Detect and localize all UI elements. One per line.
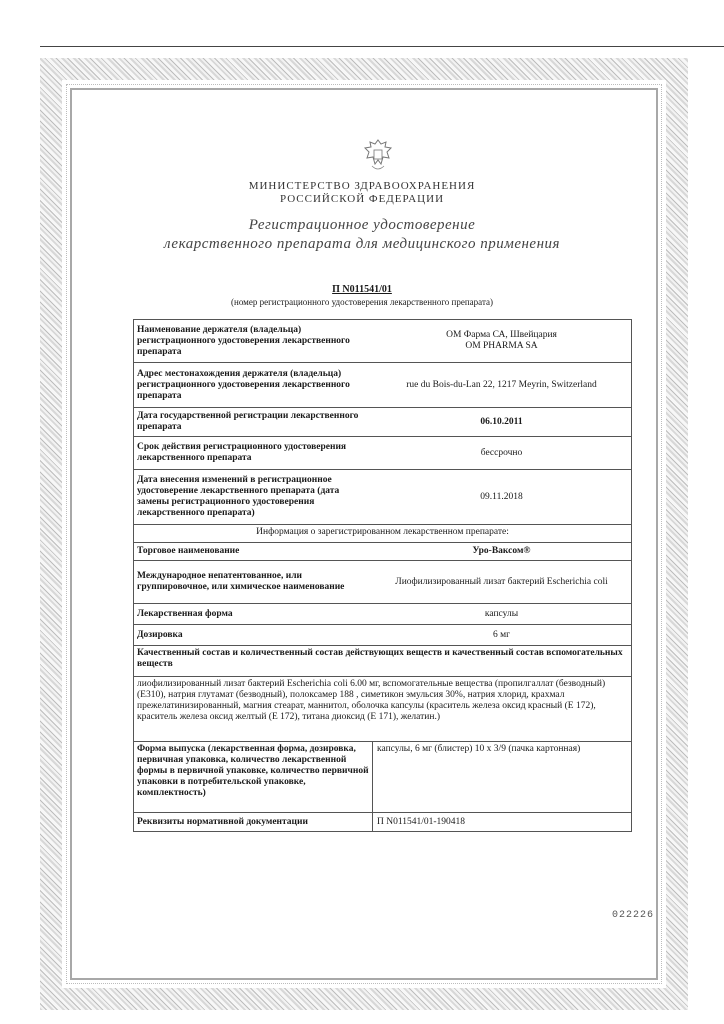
- document-title: [0, 216, 724, 254]
- ministry-name: [0, 180, 724, 206]
- holder-address-value: rue du Bois-du-Lan 22, 1217 Meyrin, Switzerland: [406, 379, 597, 390]
- holder-name-label: Наименование держателя (владельца) регистрационного удостоверения лекарственного препарата: [137, 324, 350, 357]
- table-row: [134, 604, 631, 625]
- ministry-line2: РОССИЙСКОЙ ФЕДЕРАЦИИ: [279, 193, 445, 205]
- normative-docs-label: Реквизиты нормативной документации: [137, 816, 308, 827]
- registration-date-label: Дата государственной регистрации лекарственного препарата: [137, 411, 359, 432]
- release-form-label: Форма выпуска (лекарственная форма, дозировка, первичная упаковка, количество лекарственной формы в первичной упаковке, количество первичной упаковки в потребительской упаковке, комплектность): [137, 744, 369, 798]
- normative-docs-value: П N011541/01-190418: [372, 813, 631, 831]
- change-date-label: Дата внесения изменений в регистрационное удостоверение лекарственного препарата (дата замены регистрационного удостоверения лекарственного препарата): [137, 475, 340, 518]
- release-form-value: капсулы, 6 мг (блистер) 10 x 3/9 (пачка картонная): [372, 742, 631, 812]
- trade-name-value: Уро-Ваксом®: [472, 546, 531, 556]
- table-row: [134, 677, 631, 742]
- top-rule: [40, 46, 724, 47]
- table-row: [134, 363, 631, 408]
- validity-value: бессрочно: [480, 447, 523, 458]
- title-line2: лекарственного препарата для медицинского применения: [164, 236, 560, 252]
- table-row: [134, 543, 631, 561]
- dosage-form-value: капсулы: [484, 608, 519, 619]
- table-row: [134, 813, 631, 832]
- info-header: Информация о зарегистрированном лекарственном препарате:: [256, 527, 509, 537]
- dosage-form-label: Лекарственная форма: [137, 608, 233, 619]
- table-row: [134, 437, 631, 470]
- ministry-line1: МИНИСТЕРСТВО ЗДРАВООХРАНЕНИЯ: [248, 180, 476, 192]
- table-row: [134, 625, 631, 646]
- serial-number: 022226: [612, 910, 655, 921]
- holder-address-label: Адрес местонахождения держателя (владельца) регистрационного удостоверения лекарственного препарата: [137, 368, 350, 401]
- registration-date-value: 06.10.2011: [480, 416, 523, 427]
- table-row: [134, 408, 631, 437]
- table-row: [134, 470, 631, 525]
- title-line1: Регистрационное удостоверение: [248, 217, 476, 233]
- trade-name-label: Торговое наименование: [137, 546, 240, 556]
- dosage-value: 6 мг: [492, 629, 511, 640]
- table-row: [134, 319, 631, 363]
- registration-number: П N011541/01: [332, 284, 392, 295]
- coat-of-arms-icon: [358, 136, 398, 176]
- registration-table: [133, 319, 632, 832]
- inn-label: Международное непатентованное, или группировочное, или химическое наименование: [137, 571, 345, 592]
- dosage-label: Дозировка: [137, 629, 183, 640]
- table-row: [134, 525, 631, 543]
- change-date-value: 09.11.2018: [480, 491, 523, 502]
- inn-value: Лиофилизированный лизат бактерий Escherichia coli: [395, 576, 608, 587]
- composition-header: Качественный состав и количественный состав действующих веществ и качественный состав вспомогательных веществ: [137, 648, 623, 669]
- holder-name-value: ОМ Фарма СА, Швейцария OM PHARMA SA: [446, 330, 557, 351]
- registration-note: (номер регистрационного удостоверения лекарственного препарата): [231, 297, 493, 307]
- table-row: [134, 561, 631, 604]
- validity-label: Срок действия регистрационного удостоверения лекарственного препарата: [137, 442, 347, 463]
- table-row: [134, 742, 631, 813]
- table-row: [134, 646, 631, 677]
- composition-text: лиофилизированный лизат бактерий Escherichia coli 6.00 мг, вспомогательные вещества (пропилгаллат (безводный) (E310), натрия глутамат (безводный), полоксамер 188 , симетикон эмульсия 30%, натрия хлорид, крахмал прежелатинизированный, магния стеарат, маннитол, оболочка капсулы (краситель железа оксид красный (E 172), краситель железа оксид желтый (E 172), титана диоксид (E 171), желатин.): [137, 679, 606, 722]
